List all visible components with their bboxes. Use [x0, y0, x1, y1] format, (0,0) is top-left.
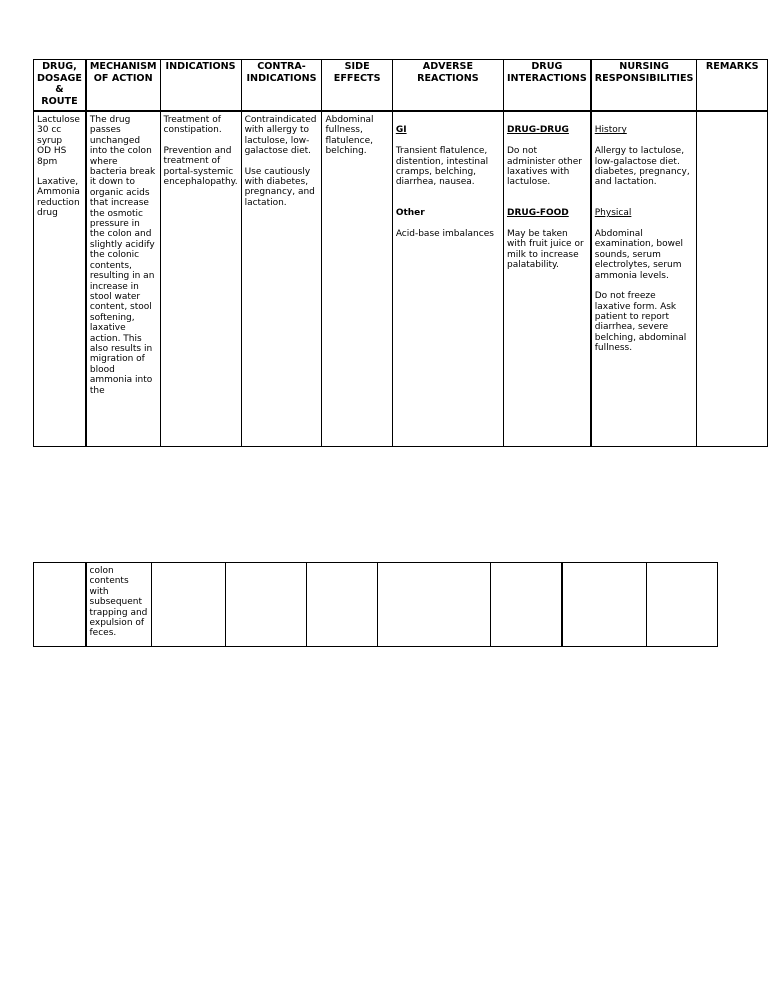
drug-dosage-text: Lactulose 30 cc syrup OD HS 8pm	[37, 115, 80, 167]
drug-classification-text: Laxative, Ammonia reduction drug	[37, 177, 80, 219]
table-row	[34, 111, 768, 446]
mechanism-text: The drug passes unchanged into the colon where bacteria break it down to organic acids that increase the osmotic pressure in the colon and slightly acidify the colonic contents, resulting in an increase in stool water content, stool softening, laxative action. This also results in migration of blood ammonia into the	[89, 115, 156, 396]
indication-constipation: Treatment of constipation.	[163, 115, 222, 136]
contraindication-text: Contraindicated with allergy to lactulose, low-galactose diet.	[244, 115, 317, 157]
indication-encephalopathy: Prevention and treatment of portal-systemic encephalopathy.	[163, 145, 238, 188]
drug-study-table-continued	[33, 562, 718, 647]
nursing-history-block	[595, 115, 694, 188]
nursing-physical-heading: Physical	[594, 208, 632, 219]
header-mechanism: MECHANISM OF ACTION	[86, 60, 160, 112]
header-row	[34, 60, 768, 112]
nursing-physical-block	[595, 198, 694, 281]
adverse-other-heading: Other	[395, 208, 425, 219]
mechanism-continued-text: colon contents with subsequent trapping and expulsion of feces.	[89, 566, 148, 639]
caution-text: Use cautiously with diabetes, pregnancy, and lactation.	[244, 166, 315, 208]
cell-drug	[34, 111, 86, 446]
header-side-effects: SIDE EFFECTS	[322, 60, 392, 112]
header-drug-interactions: DRUG INTERACTIONS	[503, 60, 590, 112]
adverse-gi-heading: GI	[395, 125, 407, 136]
cell-side-effects-cont	[307, 563, 378, 647]
drug-food-heading: DRUG-FOOD	[506, 208, 569, 219]
cell-remarks	[697, 111, 768, 446]
cell-mechanism-cont	[86, 563, 152, 647]
header-indications: INDICATIONS	[160, 60, 241, 112]
drug-drug-text: Do not administer other laxatives with lactulose.	[506, 146, 582, 188]
adverse-other-text: Acid-base imbalances	[395, 229, 494, 240]
header-drug: DRUG, DOSAGE & ROUTE	[34, 60, 86, 112]
nursing-physical-text: Abdominal examination, bowel sounds, serum electrolytes, serum ammonia levels.	[594, 229, 684, 281]
header-contraindications: CONTRA-INDICATIONS	[241, 60, 322, 112]
cell-nursing-responsibilities	[591, 111, 697, 446]
nursing-instructions-text: Do not freeze laxative form. Ask patient to report diarrhea, severe belching, abdominal fullness.	[594, 291, 687, 354]
adverse-other-block	[396, 198, 500, 240]
cell-remarks-cont	[647, 563, 718, 647]
drug-food-block	[507, 198, 587, 271]
drug-drug-heading: DRUG-DRUG	[506, 125, 569, 136]
cell-indications-cont	[152, 563, 226, 647]
cell-mechanism	[86, 111, 160, 446]
adverse-gi-text: Transient flatulence, distention, intestinal cramps, belching, diarrhea, nausea.	[395, 146, 489, 188]
cell-contraindications	[241, 111, 322, 446]
drug-drug-block	[507, 115, 587, 188]
cell-side-effects	[322, 111, 392, 446]
adverse-gi-block	[396, 115, 500, 188]
cell-indications	[160, 111, 241, 446]
table-row	[34, 563, 718, 647]
cell-drug-cont	[34, 563, 86, 647]
cell-adverse-reactions	[392, 111, 503, 446]
cell-interactions-cont	[491, 563, 562, 647]
cell-nursing-cont	[562, 563, 647, 647]
header-nursing-responsibilities: NURSING RESPONSIBILITIES	[591, 60, 697, 112]
drug-food-text: May be taken with fruit juice or milk to increase palatability.	[506, 229, 584, 271]
nursing-history-text: Allergy to lactulose, low-galactose diet. diabetes, pregnancy, and lactation.	[594, 146, 690, 188]
cell-adverse-cont	[378, 563, 491, 647]
header-adverse-reactions: ADVERSE REACTIONS	[392, 60, 503, 112]
cell-contraindications-cont	[226, 563, 307, 647]
side-effects-text: Abdominal fullness, flatulence, belching.	[325, 115, 374, 157]
cell-drug-interactions	[503, 111, 590, 446]
drug-study-table	[33, 59, 768, 447]
header-remarks: REMARKS	[697, 60, 768, 112]
nursing-history-heading: History	[594, 125, 627, 136]
